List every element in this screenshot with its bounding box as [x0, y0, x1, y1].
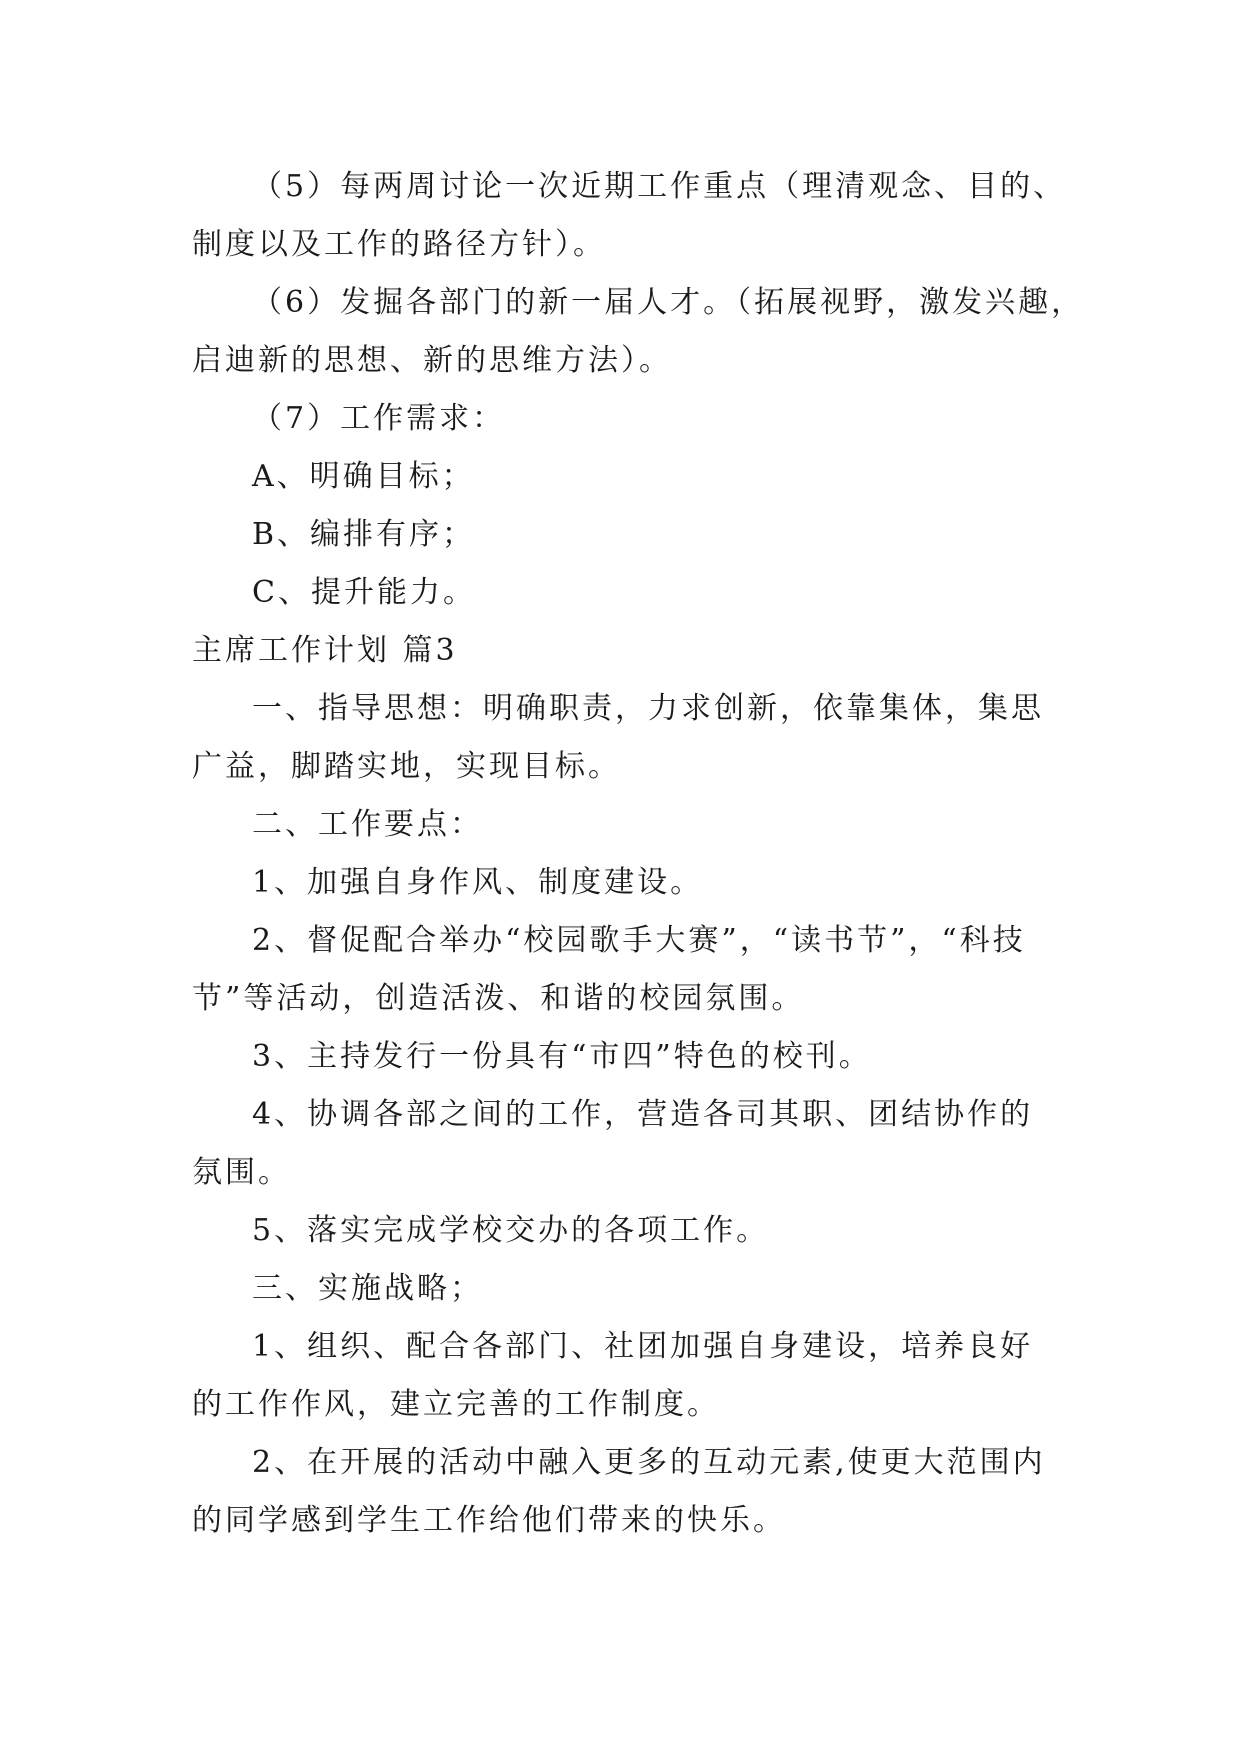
- paragraph-line: （6）发掘各部门的新一届人才。（拓展视野，激发兴趣，: [252, 285, 1085, 320]
- paragraph-line: 的同学感到学生工作给他们带来的快乐。: [192, 1503, 786, 1538]
- list-item: 5、落实完成学校交办的各项工作。: [252, 1213, 770, 1248]
- list-item: B、编排有序；: [252, 517, 476, 552]
- list-item: A、明确目标；: [252, 459, 475, 494]
- paragraph-line: 二、工作要点：: [252, 807, 483, 842]
- paragraph-line: 的工作作风，建立完善的工作制度。: [192, 1387, 720, 1422]
- document-body: [192, 158, 1085, 1550]
- list-item: 2、督促配合举办“校园歌手大赛”，“读书节”，“科技: [252, 923, 1026, 958]
- list-item: 3、主持发行一份具有“市四”特色的校刊。: [252, 1039, 872, 1074]
- list-item: 1、组织、配合各部门、社团加强自身建设，培养良好: [252, 1329, 1034, 1364]
- paragraph-line: （5）每两周讨论一次近期工作重点（理清观念、目的、: [252, 169, 1067, 204]
- paragraph-line: （7）工作需求：: [252, 401, 506, 436]
- list-item: 2、在开展的活动中融入更多的互动元素,使更大范围内: [252, 1445, 1046, 1480]
- list-item: 1、加强自身作风、制度建设。: [252, 865, 704, 900]
- paragraph-line: 氛围。: [192, 1155, 291, 1190]
- list-item: C、提升能力。: [252, 575, 476, 610]
- paragraph-line: 制度以及工作的路径方针）。: [192, 227, 606, 262]
- paragraph-line: 三、实施战略；: [252, 1271, 483, 1306]
- paragraph-line: 节”等活动，创造活泼、和谐的校园氛围。: [192, 981, 805, 1016]
- section-heading: 主席工作计划 篇3: [192, 633, 458, 668]
- paragraph-line: 广益，脚踏实地，实现目标。: [192, 749, 621, 784]
- list-item: 4、协调各部之间的工作，营造各司其职、团结协作的: [252, 1097, 1034, 1132]
- paragraph-line: 启迪新的思想、新的思维方法）。: [192, 343, 672, 378]
- paragraph-line: 一、指导思想：明确职责，力求创新，依靠集体，集思: [252, 691, 1044, 726]
